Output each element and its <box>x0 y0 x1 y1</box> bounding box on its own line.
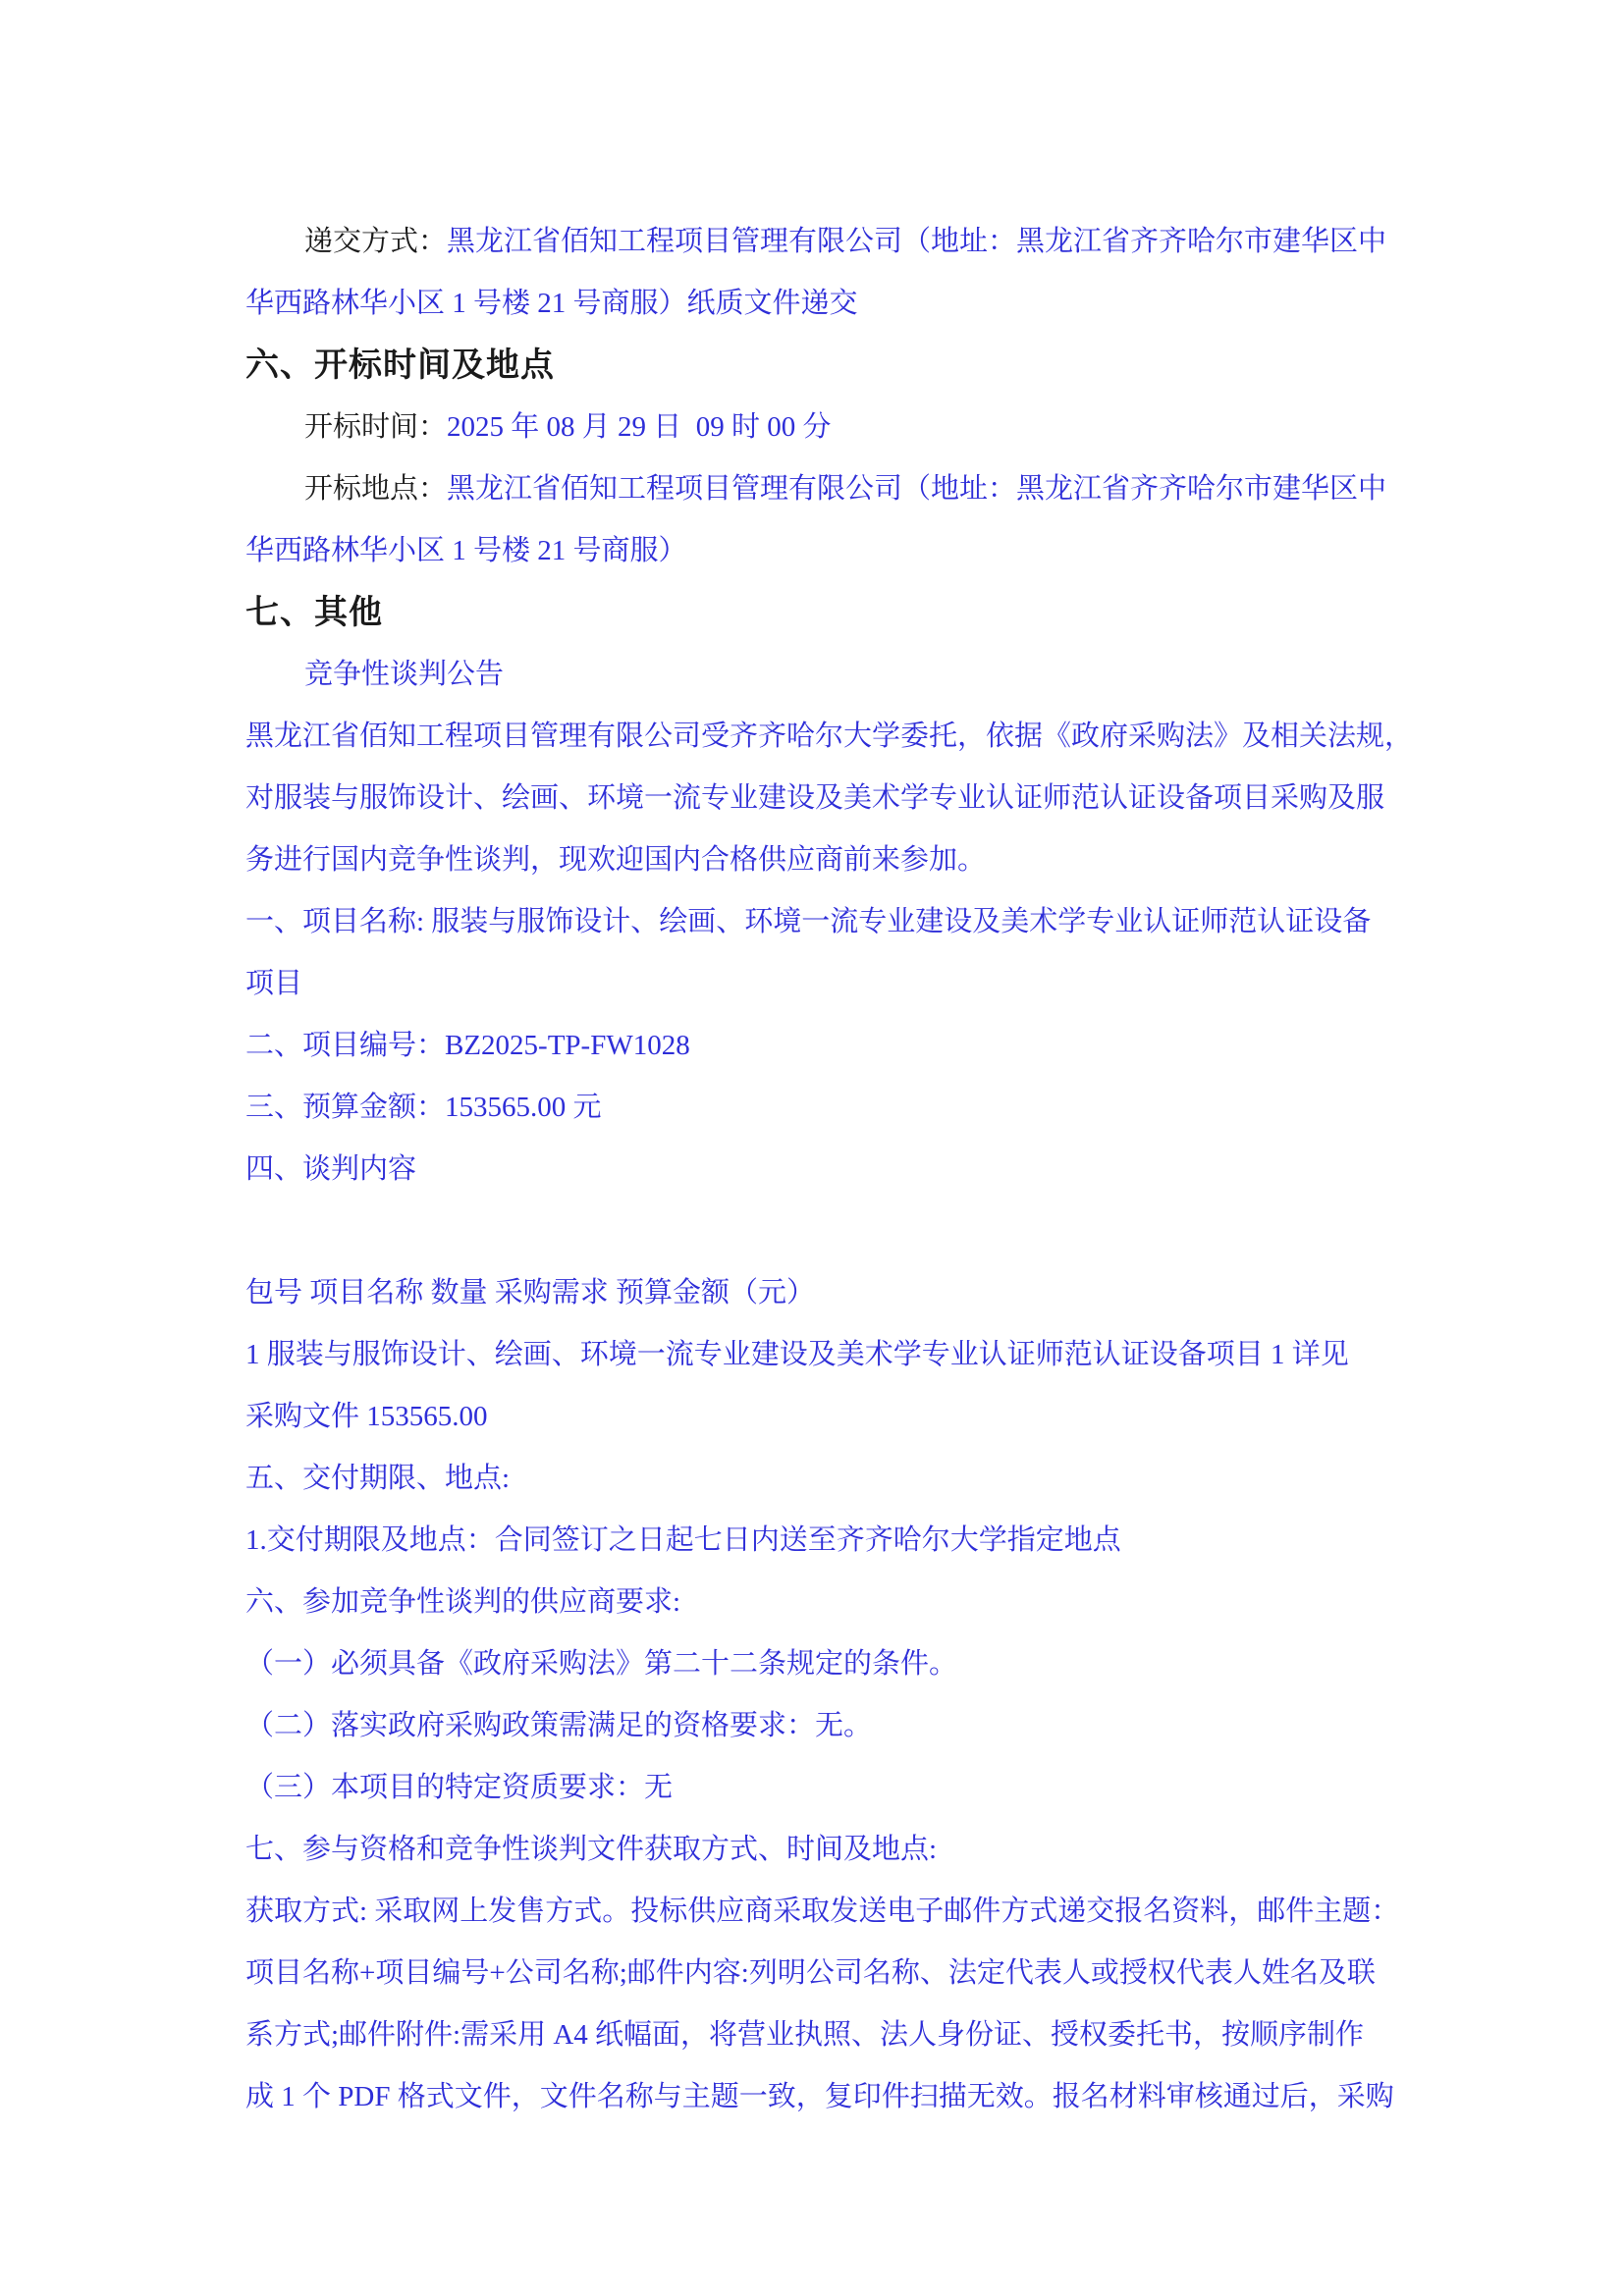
text-segment: 2025 年 08 月 29 日 09 时 00 分 <box>447 411 832 443</box>
text-segment: 二、项目编号：BZ2025-TP-FW1028 <box>245 1030 690 1061</box>
text-segment: 华西路林华小区 1 号楼 21 号商服）纸质文件递交 <box>245 288 858 319</box>
text-segment: （一）必须具备《政府采购法》第二十二条规定的条件。 <box>245 1648 958 1680</box>
document-line <box>245 2066 1397 2128</box>
document-line <box>245 335 1397 397</box>
text-segment: 递交方式： <box>304 226 448 257</box>
text-segment: 1.交付期限及地点：合同签订之日起七日内送至齐齐哈尔大学指定地点 <box>245 1524 1121 1556</box>
text-segment: 六、开标时间及地点 <box>245 347 555 384</box>
text-segment: （二）落实政府采购政策需满足的资格要求：无。 <box>245 1710 873 1741</box>
text-segment: （三）本项目的特定资质要求：无 <box>245 1772 674 1803</box>
document-line <box>245 1819 1397 1881</box>
document-line <box>245 397 1397 458</box>
document-line <box>245 768 1397 829</box>
document-line <box>245 706 1414 768</box>
text-segment: 采购文件 153565.00 <box>245 1401 488 1432</box>
document-line <box>245 211 1397 273</box>
text-segment: 1 服装与服饰设计、绘画、环境一流专业建设及美术学专业认证师范认证设备项目 1 详见 <box>245 1339 1349 1370</box>
text-segment: 开标地点： <box>304 473 448 505</box>
text-segment: 七、其他 <box>245 594 383 631</box>
document-line <box>245 829 1397 891</box>
text-segment: 开标时间： <box>304 411 448 443</box>
text-segment: 七、参与资格和竞争性谈判文件获取方式、时间及地点: <box>245 1834 938 1865</box>
text-segment: 五、交付期限、地点: <box>245 1463 511 1494</box>
text-segment: 一、项目名称: 服装与服饰设计、绘画、环境一流专业建设及美术学专业认证师范认证设备 <box>245 906 1372 937</box>
text-segment: 对服装与服饰设计、绘画、环境一流专业建设及美术学专业认证师范认证设备项目采购及服 <box>245 782 1385 814</box>
document-line <box>245 1510 1397 1572</box>
document-line <box>245 2004 1397 2066</box>
document-line <box>245 1139 1397 1201</box>
text-segment: 包号 项目名称 数量 采购需求 预算金额（元） <box>245 1277 816 1308</box>
text-segment: 项目名称+项目编号+公司名称;邮件内容:列明公司名称、法定代表人或授权代表人姓名及联 <box>245 1957 1376 1989</box>
document-line <box>245 1077 1397 1139</box>
document-line <box>245 1386 1397 1448</box>
document-line <box>245 520 1397 582</box>
text-segment: 获取方式: 采取网上发售方式。投标供应商采取发送电子邮件方式递交报名资料，邮件主题： <box>245 1896 1400 1927</box>
text-segment: 务进行国内竞争性谈判，现欢迎国内合格供应商前来参加。 <box>245 844 987 876</box>
text-segment: 项目 <box>245 968 303 999</box>
text-segment: 黑龙江省佰知工程项目管理有限公司受齐齐哈尔大学委托，依据《政府采购法》及相关法规， <box>245 721 1414 752</box>
document-line <box>245 273 1397 335</box>
document-line <box>245 1324 1397 1386</box>
document-line <box>245 1448 1397 1510</box>
document-line <box>245 1572 1397 1633</box>
document-line <box>245 644 1397 706</box>
text-segment: 华西路林华小区 1 号楼 21 号商服） <box>245 535 687 566</box>
document-line <box>245 1262 1397 1324</box>
document-line <box>245 1015 1397 1077</box>
document-line <box>245 1943 1397 2004</box>
text-segment: 黑龙江省佰知工程项目管理有限公司（地址：黑龙江省齐齐哈尔市建华区中 <box>447 226 1387 257</box>
document-line <box>245 1757 1397 1819</box>
document-body <box>245 211 1414 2128</box>
text-segment: 系方式;邮件附件:需采用 A4 纸幅面，将营业执照、法人身份证、授权委托书，按顺序制作 <box>245 2019 1365 2051</box>
document-line <box>245 1881 1400 1943</box>
document-line <box>245 458 1397 520</box>
document-line <box>245 953 1397 1015</box>
document-line <box>245 891 1397 953</box>
text-segment: 黑龙江省佰知工程项目管理有限公司（地址：黑龙江省齐齐哈尔市建华区中 <box>447 473 1387 505</box>
document-line <box>245 582 1397 644</box>
document-line <box>245 1633 1397 1695</box>
document-line <box>245 1695 1397 1757</box>
text-segment: 竞争性谈判公告 <box>304 659 505 690</box>
document-line <box>245 1201 1397 1262</box>
text-segment: 三、预算金额：153565.00 元 <box>245 1092 602 1123</box>
text-segment: 六、参加竞争性谈判的供应商要求: <box>245 1586 681 1618</box>
text-segment: 四、谈判内容 <box>245 1153 417 1185</box>
text-segment: 成 1 个 PDF 格式文件，文件名称与主题一致，复印件扫描无效。报名材料审核通过后，采购 <box>245 2081 1394 2112</box>
